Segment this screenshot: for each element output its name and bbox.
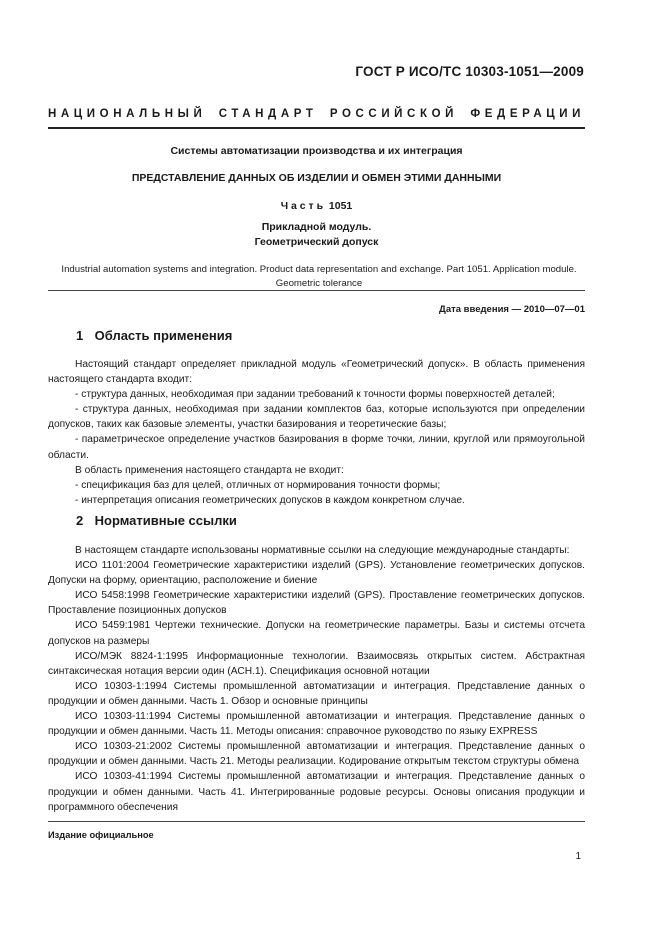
module-title-line-1: Прикладной модуль. xyxy=(261,221,372,233)
national-standard-title xyxy=(48,108,585,120)
reference-item: ИСО 10303-21:2002 Системы промышленной автоматизации и интеграция. Представление данных о продукции и обмен данными. Часть 21. Методы реализации. Кодирование открытым текстом структуры обмена xyxy=(48,741,585,768)
national-standard-word: ФЕДЕРАЦИИ xyxy=(470,108,585,120)
document-code: ГОСТ Р ИСО/ТС 10303-1051—2009 xyxy=(355,64,584,79)
header-rule xyxy=(48,127,585,129)
section-2-body xyxy=(48,543,585,815)
reference-item: ИСО 1101:2004 Геометрические характеристики изделий (GPS). Установление геометрических допусков. Допуски на форму, ориентацию, расположение и биение xyxy=(48,560,585,587)
paragraph: В область применения настоящего стандарта не входит: xyxy=(75,464,344,476)
national-standard-word: НАЦИОНАЛЬНЫЙ xyxy=(48,108,207,120)
english-title-line-1: Industrial automation systems and integration. Product data representation and exchange. Part 1051. Application module. xyxy=(61,264,577,275)
list-item: - спецификация баз для целей, отличных от нормирования точности формы; xyxy=(75,479,441,491)
list-item: - интерпретация описания геометрических допусков в каждом конкретном случае. xyxy=(75,494,465,506)
english-title-line-2: Geometric tolerance xyxy=(275,278,363,289)
main-title: ПРЕДСТАВЛЕНИЕ ДАННЫХ ОБ ИЗДЕЛИИ И ОБМЕН ЭТИМИ ДАННЫМИ xyxy=(131,172,502,184)
list-item: - структура данных, необходимая при задании комплектов баз, которые используются при определении допусков, таких как базовые элементы, участки базирования и теоретические базы; xyxy=(48,404,585,431)
list-item: - параметрическое определение участков базирования в форме точки, линии, круглой или прямоугольной области. xyxy=(48,434,585,461)
section-1-title: Область применения xyxy=(94,328,233,343)
reference-item: ИСО 10303-41:1994 Системы промышленной автоматизации и интеграция. Представление данных о продукции и обмен данными. Часть 41. Интегрированные родовые ресурсы. Основы описания продукции и программного обеспечения xyxy=(48,771,585,813)
section-2-number: 2 xyxy=(76,513,84,528)
reference-item: ИСО/МЭК 8824-1:1995 Информационные технологии. Взаимосвязь открытых систем. Абстрактная синтаксическая нотация версии один (АСН.1). Спецификация основной нотации xyxy=(48,650,585,677)
section-1-number: 1 xyxy=(76,328,84,343)
reference-item: ИСО 5459:1981 Чертежи технические. Допуски на геометрические параметры. Базы и системы отсчета допусков на размеры xyxy=(48,620,585,647)
list-item: - структура данных, необходимая при задании требований к точности формы поверхностей деталей; xyxy=(75,389,555,401)
section-1-heading xyxy=(76,328,232,343)
reference-item: ИСО 10303-11:1994 Системы промышленной автоматизации и интеграция. Представление данных о продукции и обмен данными. Часть 11. Методы описания: справочное руководство по языку EXPRESS xyxy=(48,711,585,738)
edition-label: Издание официальное xyxy=(48,830,154,840)
reference-item: ИСО 5458:1998 Геометрические характеристики изделий (GPS). Проставление геометрических допусков. Проставление позиционных допусков xyxy=(48,590,585,617)
section-1-body xyxy=(48,357,585,508)
paragraph: Настоящий стандарт определяет прикладной модуль «Геометрический допуск». В область применения настоящего стандарта входит: xyxy=(48,359,585,386)
introduction-date: Дата введения — 2010—07—01 xyxy=(439,304,585,315)
section-2-heading xyxy=(76,513,237,528)
series-title: Системы автоматизации производства и их интеграция xyxy=(170,145,463,157)
page-number: 1 xyxy=(575,851,581,862)
paragraph: В настоящем стандарте использованы нормативные ссылки на следующие международные стандарты: xyxy=(75,545,570,556)
national-standard-word: РОССИЙСКОЙ xyxy=(329,108,458,120)
part-number: Ч а с т ь 1051 xyxy=(280,200,353,212)
national-standard-word: СТАНДАРТ xyxy=(218,108,318,120)
title-rule xyxy=(48,290,585,291)
reference-item: ИСО 10303-1:1994 Системы промышленной автоматизации и интеграция. Представление данных о продукции и обмен данными. Часть 1. Обзор и основные принципы xyxy=(48,680,585,707)
footer-rule xyxy=(48,821,585,822)
section-2-title: Нормативные ссылки xyxy=(94,513,237,528)
module-title-line-2: Геометрический допуск xyxy=(254,236,379,248)
